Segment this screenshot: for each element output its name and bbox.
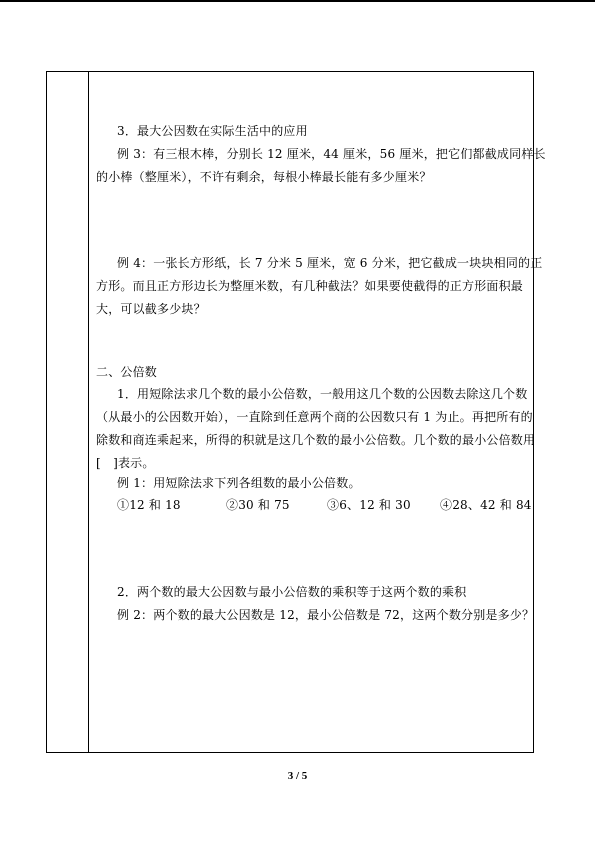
lcm-heading: 二、公倍数 bbox=[96, 365, 158, 379]
example4-line1: 例 4：一张长方形纸，长 7 分米 5 厘米，宽 6 分米，把它截成一块块相同的正 bbox=[117, 256, 543, 270]
lcm-product-rule: 2．两个数的最大公因数与最小公倍数的乘积等于这两个数的乘积 bbox=[117, 585, 467, 599]
page-number: 3 / 5 bbox=[287, 770, 308, 782]
example1-item: ④28、42 和 84 bbox=[440, 498, 532, 512]
page-top-rule bbox=[0, 0, 595, 2]
example1-item: ①12 和 18 bbox=[117, 498, 181, 512]
example3-line2: 的小棒（整厘米），不许有剩余，每根小棒最长能有多少厘米？ bbox=[96, 170, 432, 184]
example1-item: ②30 和 75 bbox=[226, 498, 290, 512]
lcm-method-line4: [ ]表示。 bbox=[96, 456, 155, 470]
example4-line3: 大，可以截多少块？ bbox=[96, 302, 206, 316]
table-column-divider bbox=[88, 72, 89, 752]
gcd-application-heading: 3．最大公因数在实际生活中的应用 bbox=[117, 124, 308, 138]
example1-prompt: 例 1：用短除法求下列各组数的最小公倍数。 bbox=[117, 476, 361, 490]
example1-item: ③6、12 和 30 bbox=[327, 498, 411, 512]
example2-question: 例 2：两个数的最大公因数是 12，最小公倍数是 72，这两个数分别是多少？ bbox=[117, 608, 535, 622]
lcm-method-line1: 1．用短除法求几个数的最小公倍数，一般用这几个数的公因数去除这几个数 bbox=[117, 387, 528, 401]
example3-line1: 例 3：有三根木棒，分别长 12 厘米，44 厘米，56 厘米，把它们都截成同样长 bbox=[117, 147, 546, 161]
lcm-method-line2: （从最小的公因数开始），一直除到任意两个商的公因数只有 1 为止。再把所有的 bbox=[96, 410, 533, 424]
example4-line2: 方形。而且正方形边长为整厘米数，有几种截法？如果要使截得的正方形面积最 bbox=[96, 279, 524, 293]
lcm-method-line3: 除数和商连乘起来，所得的积就是这几个数的最小公倍数。几个数的最小公倍数用 bbox=[96, 433, 536, 447]
